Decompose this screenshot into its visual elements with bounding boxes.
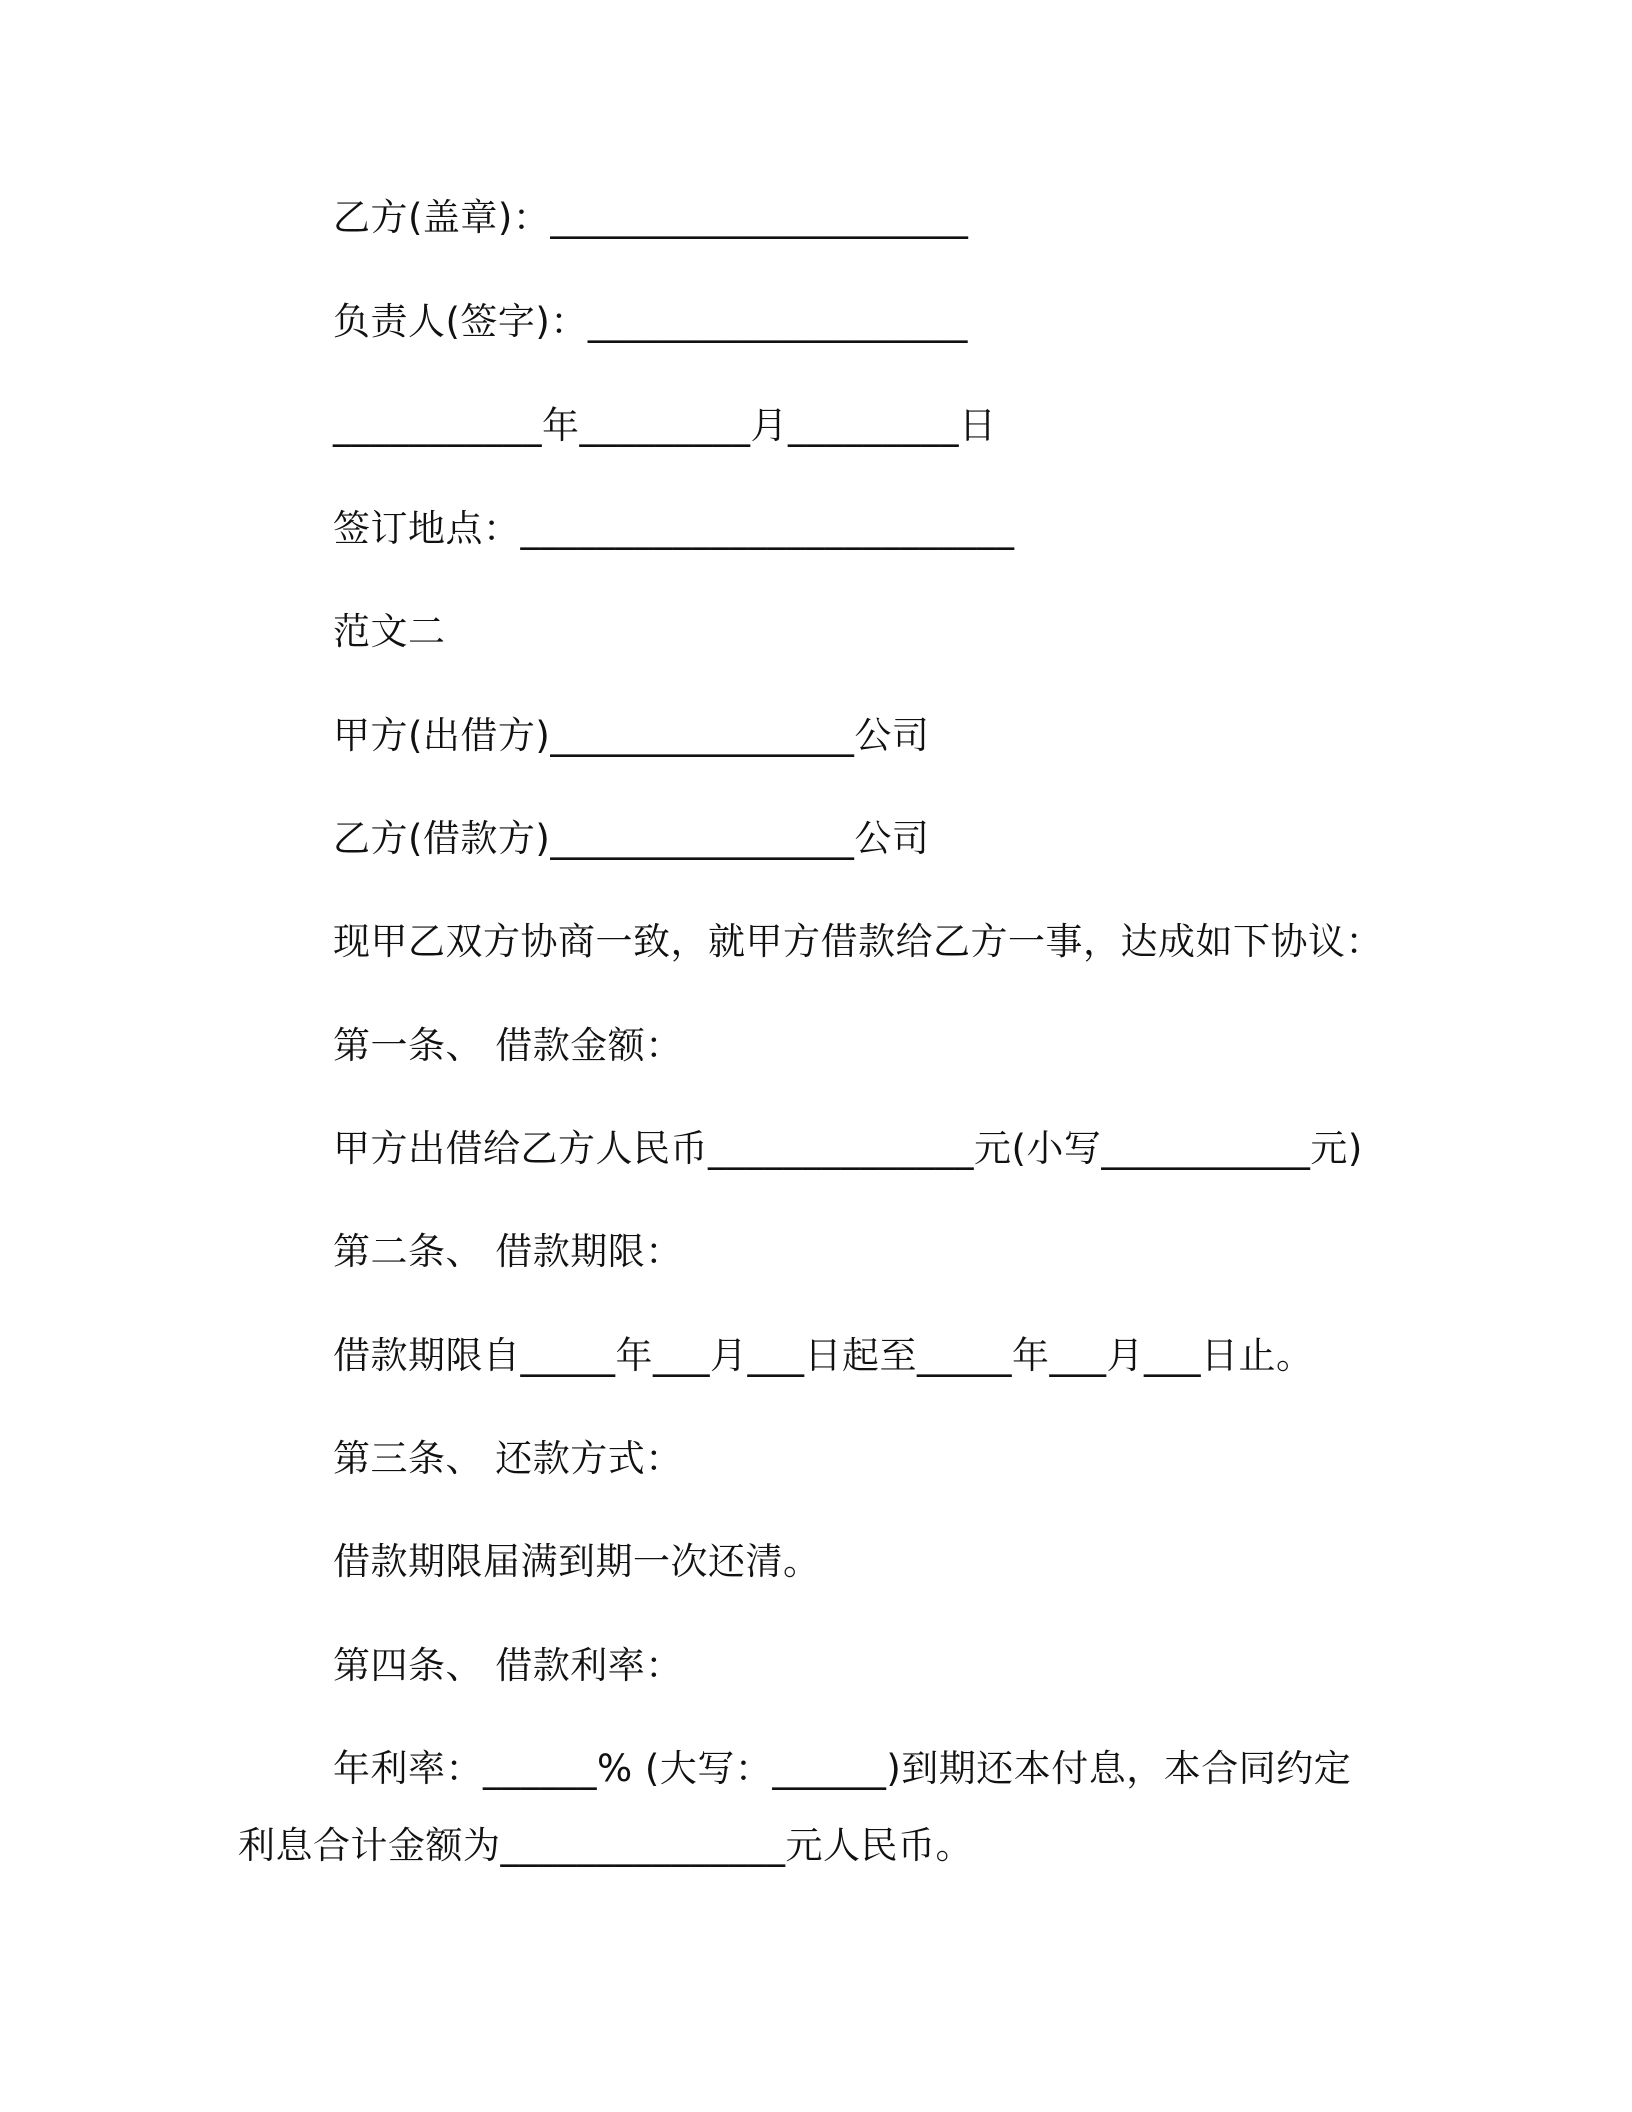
article-one-heading: 第一条、 借款金额： xyxy=(333,1024,683,1067)
signing-place-line: 签订地点：__________________________ xyxy=(333,507,1015,550)
party-b-borrower-line: 乙方(借款方)________________公司 xyxy=(333,817,930,860)
sample-two-heading: 范文二 xyxy=(333,610,446,653)
date-line: ___________年_________月_________日 xyxy=(333,404,997,447)
agreement-intro-paragraph: 现甲乙双方协商一致，就甲方借款给乙方一事，达成如下协议： xyxy=(333,920,1383,963)
interest-rate-paragraph-line-2: 利息合计金额为_______________元人民币。 xyxy=(238,1824,973,1867)
article-two-heading: 第二条、 借款期限： xyxy=(333,1230,683,1273)
article-three-heading: 第三条、 还款方式： xyxy=(333,1437,683,1480)
loan-term-paragraph: 借款期限自_____年___月___日起至_____年___月___日止。 xyxy=(333,1334,1314,1377)
loan-amount-paragraph: 甲方出借给乙方人民币______________元(小写___________元) xyxy=(333,1127,1363,1170)
party-b-seal-line: 乙方(盖章)：______________________ xyxy=(333,196,969,239)
responsible-person-signature-line: 负责人(签字)：____________________ xyxy=(333,300,968,343)
article-four-heading: 第四条、 借款利率： xyxy=(333,1644,683,1687)
interest-rate-paragraph-line-1: 年利率：______% (大写：______)到期还本付息，本合同约定 xyxy=(333,1747,1352,1790)
repayment-method-paragraph: 借款期限届满到期一次还清。 xyxy=(333,1540,821,1583)
party-a-lender-line: 甲方(出借方)________________公司 xyxy=(333,714,930,757)
